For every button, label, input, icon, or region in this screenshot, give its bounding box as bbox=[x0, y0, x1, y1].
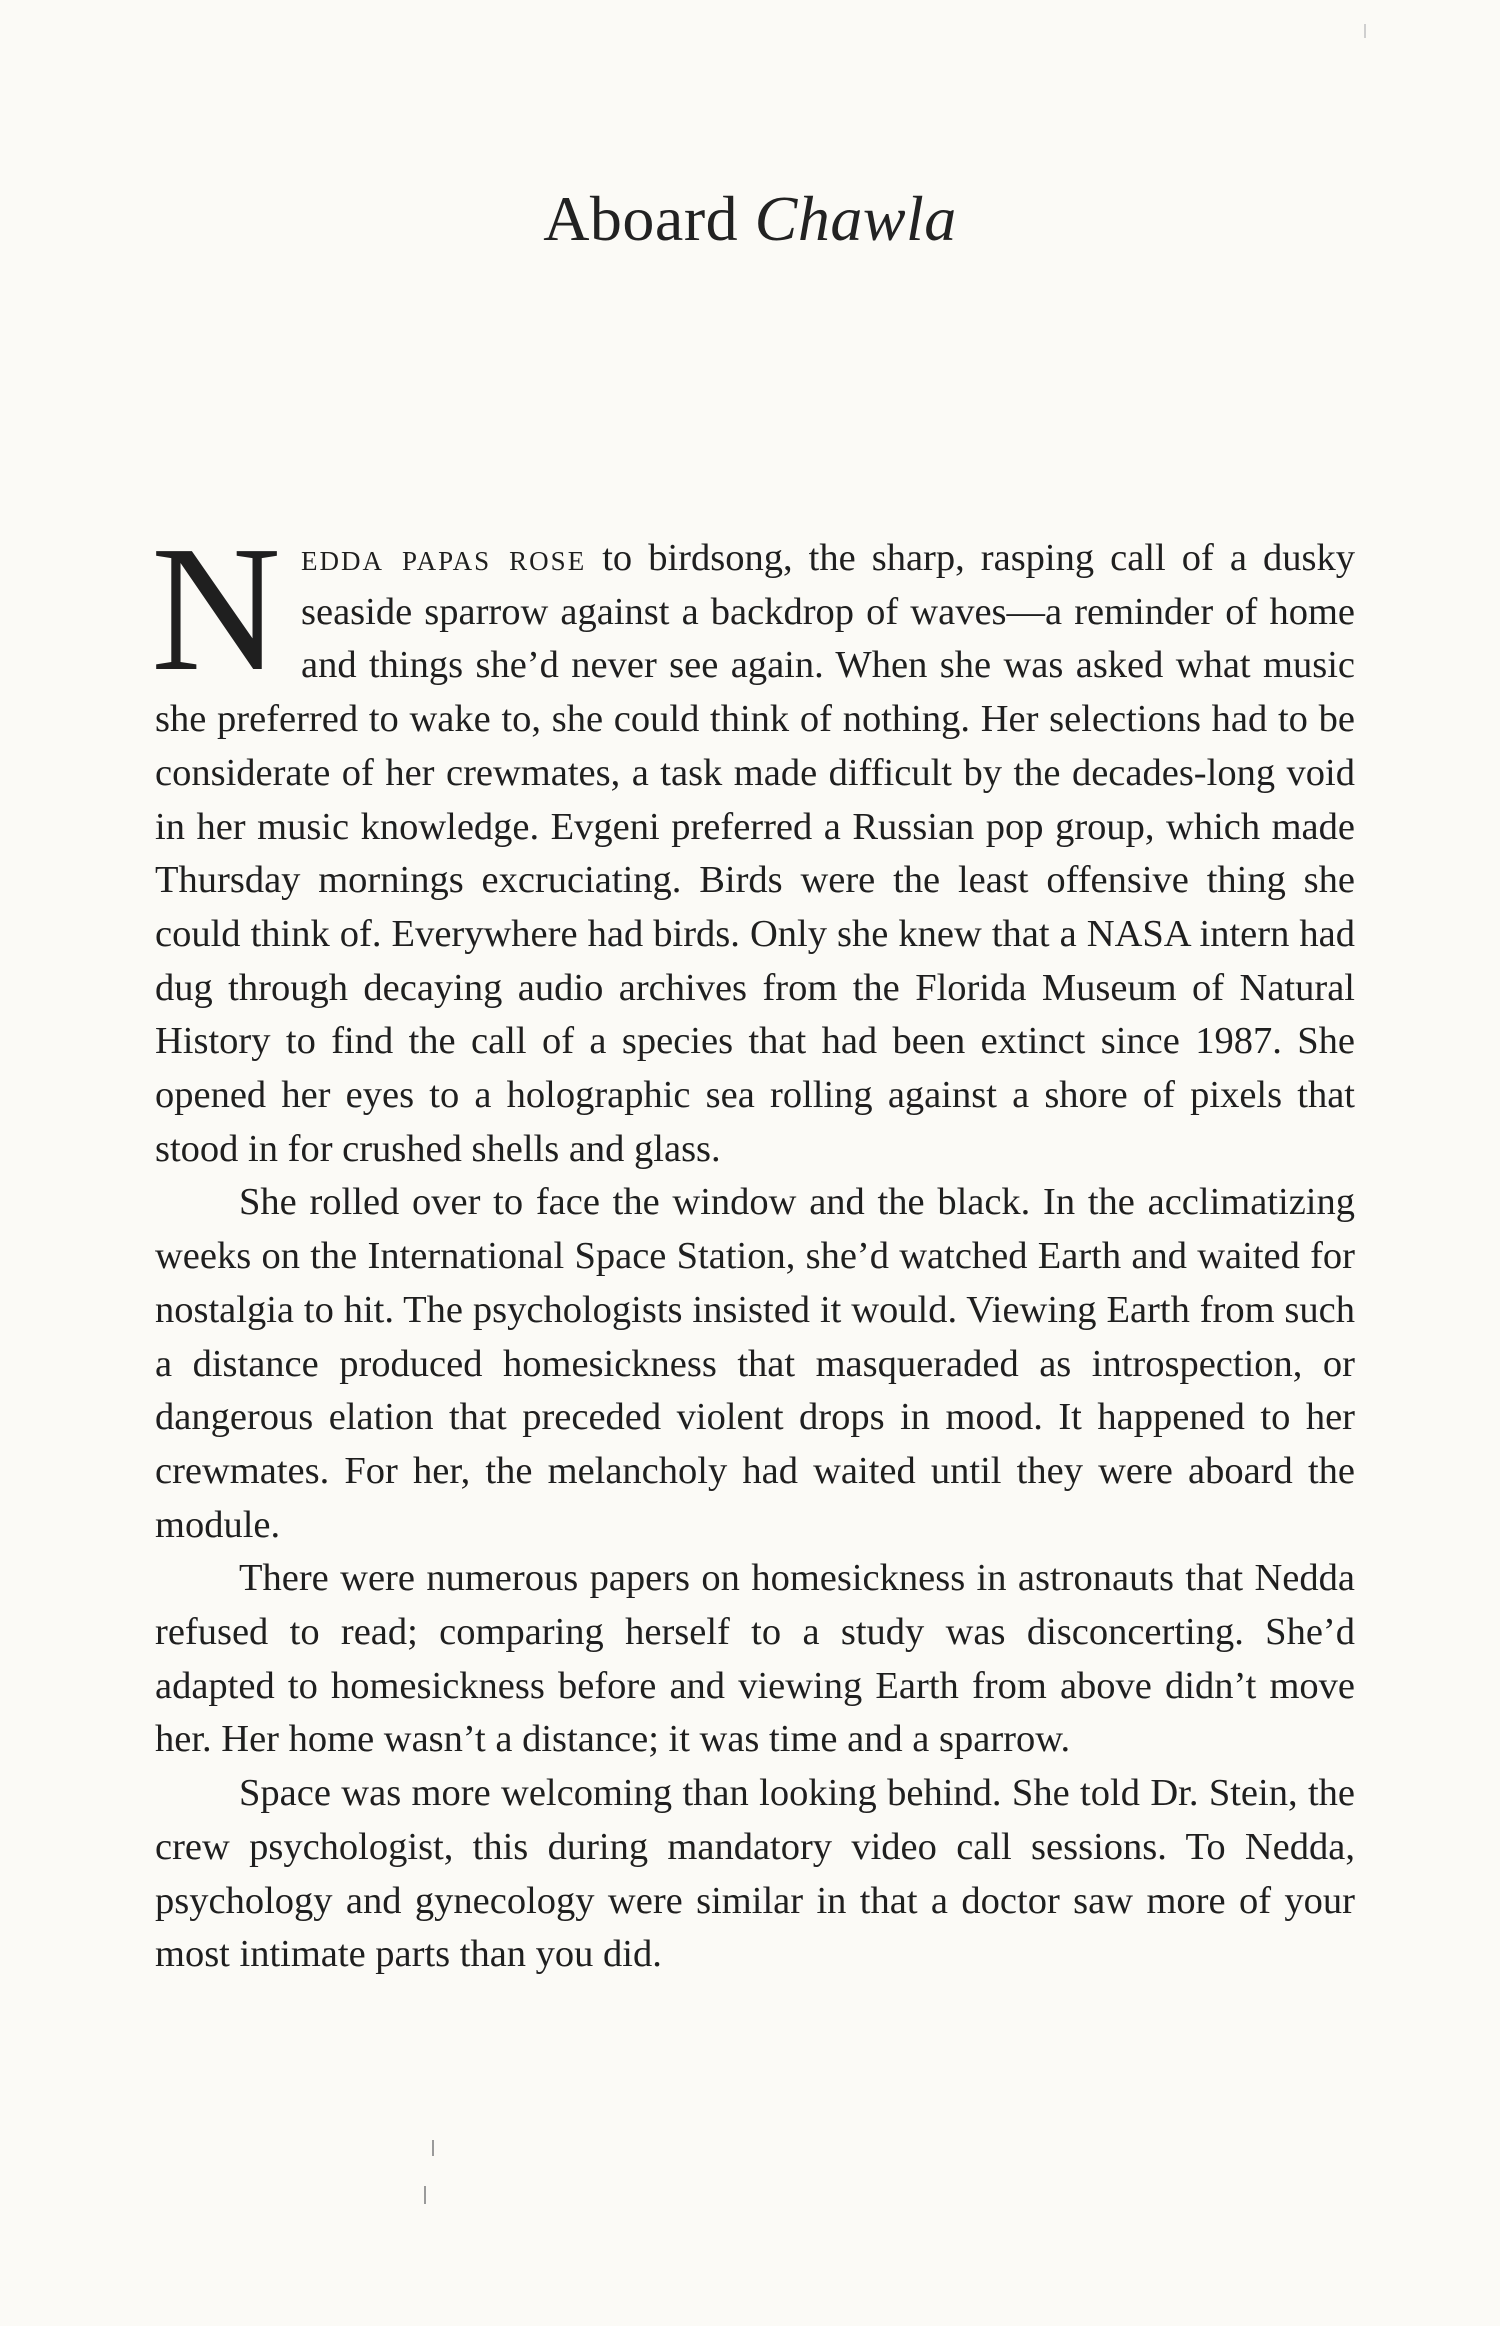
paragraph-1 bbox=[151, 509, 1356, 1176]
paragraph-4: Space was more welcoming than looking behind. She told Dr. Stein, the crew psychologist, this during mandatory video call sessions. To Nedda, psychology and gynecology were similar in that a doctor saw more of your most intimate parts than you did. bbox=[155, 1772, 1355, 1976]
paragraph-2: She rolled over to face the window and the black. In the acclimatizing weeks on the International Space Station, she’d watched Earth and waited for nostalgia to hit. The psychologists insisted it would. Viewing Earth from such a distance produced homesickness that masqueraded as introspection, or dangerous elation that preceded violent drops in mood. It happened to her crewmates. For her, the melancholy had waited until they were aboard the module. bbox=[155, 1181, 1355, 1546]
drop-cap: N bbox=[151, 509, 281, 708]
scan-speck bbox=[432, 2140, 434, 2156]
scan-speck bbox=[1364, 24, 1366, 38]
chapter-title-main: Aboard bbox=[543, 183, 739, 254]
body-text bbox=[151, 509, 1356, 1982]
opening-small-caps: edda papas rose bbox=[301, 537, 587, 579]
chapter-title bbox=[0, 182, 1500, 256]
scan-speck bbox=[424, 2186, 426, 2204]
paragraph-3: There were numerous papers on homesickness in astronauts that Nedda refused to read; comparing herself to a study was disconcerting. She’d adapted to homesickness before and viewing Earth from above didn’t move her. Her home wasn’t a distance; it was time and a sparrow. bbox=[155, 1557, 1355, 1761]
paragraph-1-text: to birdsong, the sharp, rasping call of a dusky seaside sparrow against a backdrop of waves—a reminder of home and things she’d never see again. When she was asked what music she preferred to wake to, she could think of nothing. Her selections had to be considerate of her crewmates, a task made difficult by the decades-long void in her music knowledge. Evgeni preferred a Russian pop group, which made Thursday mornings excruciating. Birds were the least offensive thing she could think of. Everywhere had birds. Only she knew that a NASA intern had dug through decaying audio archives from the Florida Museum of Natural History to find the call of a species that had been extinct since 1987. She opened her eyes to a holographic sea rolling against a shore of pixels that stood in for crushed shells and glass. bbox=[155, 537, 1356, 1170]
chapter-title-ship-name: Chawla bbox=[754, 183, 957, 254]
